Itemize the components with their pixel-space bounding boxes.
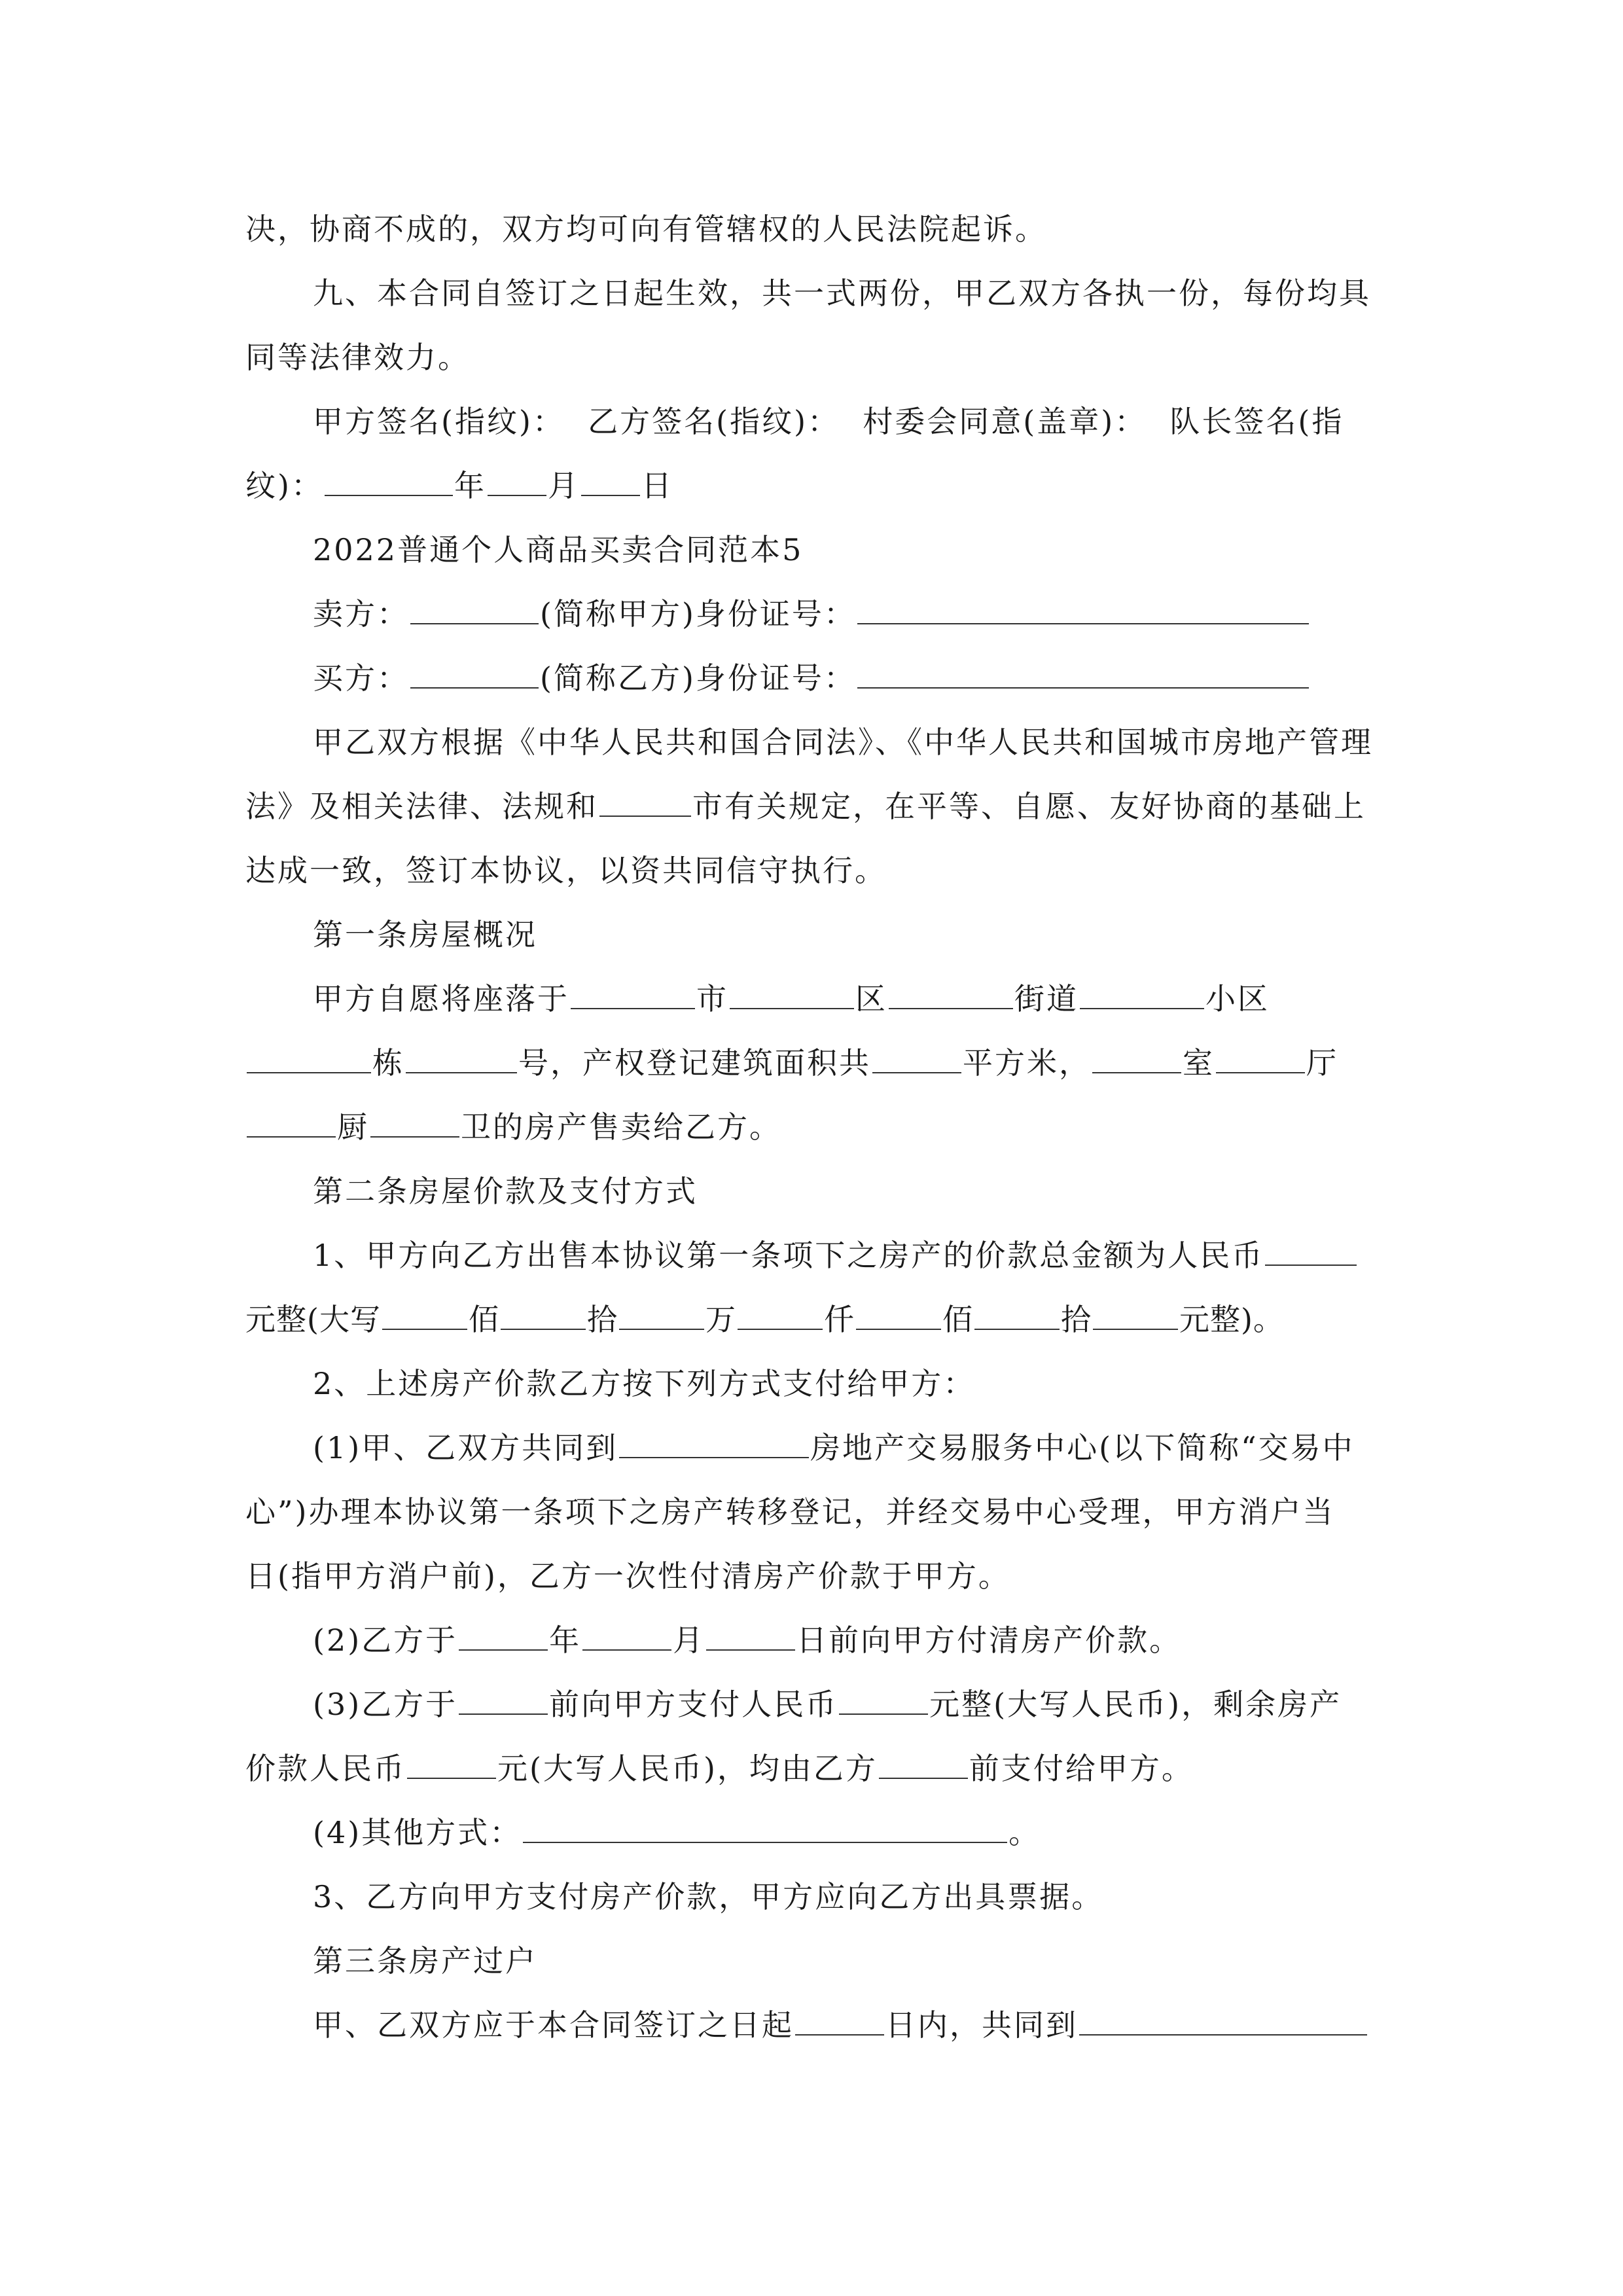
blank-field bbox=[523, 1813, 1007, 1843]
blank-field bbox=[889, 979, 1013, 1009]
blank-field bbox=[407, 1749, 496, 1779]
text-line: 达成一致，签订本协议，以资共同信守执行。 bbox=[245, 853, 887, 888]
text-line: (1)甲、乙双方共同到 房地产交易服务中心(以下简称“交易中 bbox=[313, 1428, 1384, 1467]
blank-field bbox=[410, 594, 539, 624]
blank-field bbox=[370, 1107, 459, 1138]
blank-field bbox=[1080, 979, 1204, 1009]
blank-field bbox=[488, 466, 546, 496]
blank-field bbox=[382, 1300, 467, 1330]
text-line: (3)乙方于 前向甲方支付人民币 元整(大写人民币)，剩余房产 bbox=[313, 1685, 1384, 1724]
text-line: 日(指甲方消户前)，乙方一次性付清房产价款于甲方。 bbox=[245, 1558, 1010, 1594]
blank-field bbox=[1092, 1043, 1181, 1073]
blank-field bbox=[857, 658, 1309, 689]
article-heading: 第一条房屋概况 bbox=[313, 917, 537, 952]
blank-field bbox=[406, 1043, 517, 1073]
text-line: 甲方自愿将座落于 市 区 街道 小区 bbox=[313, 979, 1384, 1018]
text-line: 心”)办理本协议第一条项下之房产转移登记，并经交易中心受理，甲方消户当 bbox=[245, 1494, 1335, 1530]
text-line: 同等法律效力。 bbox=[245, 340, 470, 375]
blank-field bbox=[795, 2005, 884, 2036]
blank-field bbox=[619, 1428, 809, 1458]
text-line: 2、上述房产价款乙方按下列方式支付给甲方： bbox=[313, 1366, 976, 1401]
blank-field bbox=[599, 787, 691, 817]
blank-field bbox=[459, 1621, 548, 1651]
text-line: 甲、乙双方应于本合同签订之日起 日内，共同到 bbox=[313, 2005, 1384, 2045]
blank-field bbox=[1079, 2005, 1367, 2036]
blank-field bbox=[974, 1300, 1060, 1330]
text-line: (2)乙方于 年 月 日前向甲方付清房产价款。 bbox=[313, 1621, 1384, 1660]
date-line: 纹)： 年 月 日 bbox=[245, 466, 1384, 505]
blank-field bbox=[839, 1685, 928, 1715]
text-line: 价款人民币 元(大写人民币)，均由乙方 前支付给甲方。 bbox=[245, 1749, 1384, 1788]
text-line: 3、乙方向甲方支付房产价款，甲方应向乙方出具票据。 bbox=[313, 1879, 1104, 1914]
text-line: 甲乙双方根据《中华人民共和国合同法》、《中华人民共和国城市房地产管理 bbox=[313, 725, 1373, 760]
text-line: (4)其他方式： 。 bbox=[313, 1813, 1384, 1852]
blank-field bbox=[582, 1621, 671, 1651]
amount-line: 元整(大写 佰 拾 万 仟 佰 拾 元整)。 bbox=[245, 1300, 1384, 1339]
blank-field bbox=[247, 1043, 371, 1073]
text-line: 1、甲方向乙方出售本协议第一条项下之房产的价款总金额为人民币 bbox=[313, 1236, 1384, 1275]
text-line: 栋 号，产权登记建筑面积共 平方米， 室 厅 bbox=[245, 1043, 1384, 1083]
blank-field bbox=[1265, 1236, 1357, 1266]
text-line: 法》及相关法律、法规和 市有关规定，在平等、自愿、友好协商的基础上 bbox=[245, 787, 1384, 826]
text-line: 厨 卫的房产售卖给乙方。 bbox=[245, 1107, 1384, 1147]
blank-field bbox=[879, 1749, 968, 1779]
seller-line: 卖方： (简称甲方)身份证号： bbox=[313, 594, 1384, 634]
section-title: 2022普通个人商品买卖合同范本5 bbox=[313, 532, 804, 567]
blank-field bbox=[410, 658, 539, 689]
text-line: 九、本合同自签订之日起生效，共一式两份，甲乙双方各执一份，每份均具 bbox=[313, 276, 1371, 311]
blank-field bbox=[619, 1300, 704, 1330]
buyer-line: 买方： (简称乙方)身份证号： bbox=[313, 658, 1384, 698]
blank-field bbox=[872, 1043, 961, 1073]
signature-line: 甲方签名(指纹)： 乙方签名(指纹)： 村委会同意(盖章)： 队长签名(指 bbox=[313, 404, 1344, 439]
blank-field bbox=[247, 1107, 336, 1138]
blank-field bbox=[857, 594, 1309, 624]
blank-field bbox=[459, 1685, 548, 1715]
blank-field bbox=[706, 1621, 795, 1651]
blank-field bbox=[571, 979, 695, 1009]
blank-field bbox=[1093, 1300, 1178, 1330]
blank-field bbox=[730, 979, 854, 1009]
article-heading: 第二条房屋价款及支付方式 bbox=[313, 1174, 698, 1209]
blank-field bbox=[856, 1300, 941, 1330]
blank-field bbox=[501, 1300, 586, 1330]
blank-field bbox=[1216, 1043, 1305, 1073]
blank-field bbox=[581, 466, 640, 496]
blank-field bbox=[325, 466, 453, 496]
text-line: 决，协商不成的，双方均可向有管辖权的人民法院起诉。 bbox=[245, 211, 1047, 247]
article-heading: 第三条房产过户 bbox=[313, 1943, 537, 1979]
blank-field bbox=[738, 1300, 823, 1330]
